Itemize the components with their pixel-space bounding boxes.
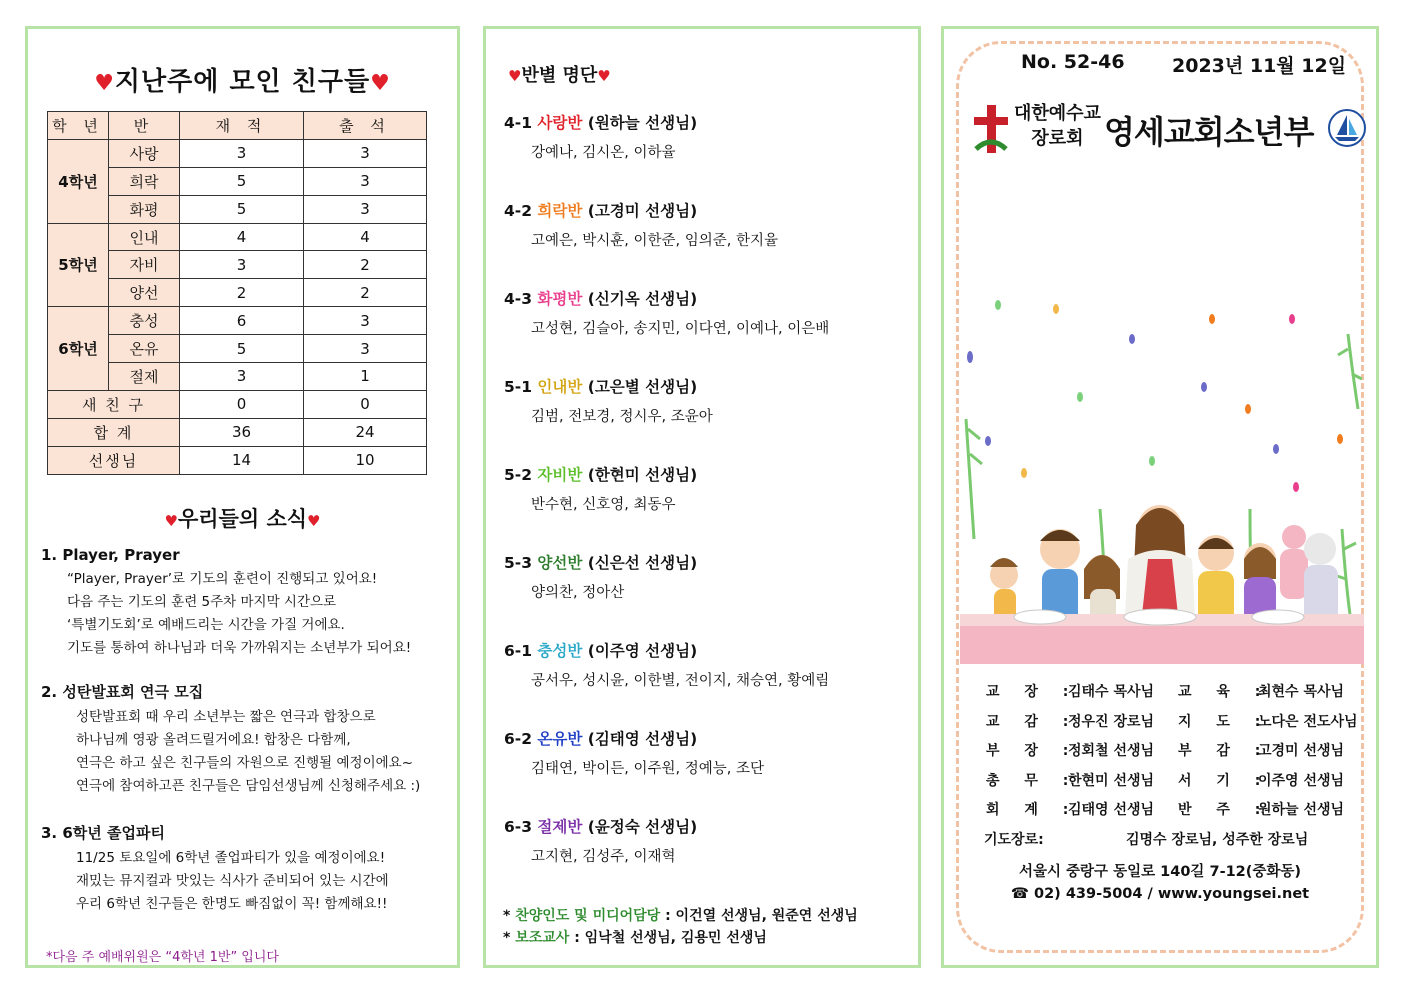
staff-row bbox=[986, 681, 1356, 711]
class-students: 김태연, 박이든, 이주원, 정예능, 조단 bbox=[531, 761, 764, 777]
helper-label: 찬양인도 및 미디어담당 bbox=[515, 908, 661, 924]
confetti bbox=[967, 279, 1343, 492]
news-line: 하나님께 영광 올려드릴거에요! 합창은 다함께, bbox=[76, 732, 351, 748]
attendance-cell: 2 bbox=[304, 251, 427, 279]
staff-row bbox=[986, 770, 1356, 800]
news-item bbox=[41, 546, 451, 660]
helper-row: * 찬양인도 및 미디어담당 : 이건열 선생님, 원준연 선생님 bbox=[503, 908, 858, 924]
staff-row bbox=[986, 799, 1356, 829]
enrolled-cell: 5 bbox=[180, 335, 304, 363]
enrolled-cell: 2 bbox=[180, 279, 304, 307]
news-line: 성탄발표회 때 우리 소년부는 짧은 연극과 합창으로 bbox=[76, 709, 376, 725]
class-cell: 온유 bbox=[109, 335, 180, 363]
staff-name: 정회철 선생님 bbox=[1068, 743, 1155, 759]
attendance-cell: 3 bbox=[304, 307, 427, 335]
grade-cell: 5학년 bbox=[48, 223, 109, 307]
church-phone-web: ☎ 02) 439-5004 / www.youngsei.net bbox=[1010, 886, 1310, 902]
staff-name: 김명수 장로님, 성주한 장로님 bbox=[1126, 831, 1309, 848]
class-heading bbox=[504, 463, 904, 485]
class-name: 충성반 bbox=[537, 642, 583, 660]
summary-label: 선생님 bbox=[48, 446, 180, 474]
roster-title: ♥반별 명단♥ bbox=[508, 65, 611, 86]
news-heading: 2. 성탄발표회 연극 모집 bbox=[41, 683, 204, 701]
grade-cell: 6학년 bbox=[48, 307, 109, 391]
news-line: 연극에 참여하고픈 친구들은 담임선생님께 신청해주세요 :) bbox=[76, 778, 421, 794]
class-students: 고성현, 김슬아, 송지민, 이다연, 이예나, 이은배 bbox=[531, 321, 830, 337]
attendance-cell: 3 bbox=[304, 139, 427, 167]
class-number: 4-2 bbox=[504, 202, 533, 220]
class-cell: 충성 bbox=[109, 307, 180, 335]
class-block bbox=[504, 287, 904, 338]
church-logo-icon bbox=[1328, 109, 1366, 147]
class-cell: 희락 bbox=[109, 167, 180, 195]
class-number: 5-2 bbox=[504, 466, 533, 484]
church-address: 서울시 중랑구 동일로 140길 7-12(중화동) bbox=[1018, 864, 1302, 880]
class-teacher: (고경미 선생님) bbox=[587, 202, 698, 220]
heart-icon: ♥ bbox=[164, 512, 178, 530]
class-teacher: (김태영 선생님) bbox=[587, 730, 698, 748]
enrolled-cell: 6 bbox=[180, 307, 304, 335]
class-number: 6-2 bbox=[504, 730, 533, 748]
class-heading bbox=[504, 111, 904, 133]
class-name: 인내반 bbox=[537, 378, 583, 396]
news-line: 기도를 통하여 하나님과 더욱 가까워지는 소년부가 되어요! bbox=[67, 640, 412, 656]
class-name: 자비반 bbox=[537, 466, 583, 484]
helper-row: * 보조교사 : 임낙철 선생님, 김용민 선생님 bbox=[503, 930, 767, 946]
church-contact bbox=[944, 861, 1376, 905]
class-number: 6-3 bbox=[504, 818, 533, 836]
staff-role: 서 기 : bbox=[1178, 772, 1271, 789]
news-line: 우리 6학년 친구들은 한명도 빠짐없이 꼭! 함께해요!! bbox=[76, 896, 388, 912]
class-heading bbox=[504, 375, 904, 397]
class-name: 화평반 bbox=[537, 290, 583, 308]
class-teacher: (신은선 선생님) bbox=[587, 554, 698, 572]
heart-icon: ♥ bbox=[597, 67, 611, 85]
news-item bbox=[41, 822, 451, 916]
summary-row bbox=[48, 446, 427, 474]
class-name: 희락반 bbox=[537, 202, 583, 220]
summary-label: 합 계 bbox=[48, 418, 180, 446]
class-students: 고예은, 박시훈, 이한준, 임의준, 한지율 bbox=[531, 233, 778, 249]
staff-name: 김태영 선생님 bbox=[1068, 802, 1155, 818]
heart-icon: ♥ bbox=[94, 71, 115, 96]
news-heading: 1. Player, Prayer bbox=[41, 546, 180, 564]
attendance-cell: 3 bbox=[304, 195, 427, 223]
header-attendance: 출 석 bbox=[304, 112, 427, 140]
prayer-elders-row bbox=[986, 829, 1356, 859]
enrolled-cell: 36 bbox=[180, 418, 304, 446]
enrolled-cell: 0 bbox=[180, 390, 304, 418]
class-name: 양선반 bbox=[537, 554, 583, 572]
class-teacher: (신기옥 선생님) bbox=[587, 290, 698, 308]
staff-role: 총 무 : bbox=[986, 772, 1079, 789]
class-block bbox=[504, 375, 904, 426]
attendance-cell: 3 bbox=[304, 335, 427, 363]
class-heading bbox=[504, 727, 904, 749]
class-teacher: (원하늘 선생님) bbox=[587, 114, 698, 132]
enrolled-cell: 14 bbox=[180, 446, 304, 474]
news-line: 11/25 토요일에 6학년 졸업파티가 있을 예정이에요! bbox=[76, 850, 386, 866]
class-block bbox=[504, 463, 904, 514]
class-cell: 사랑 bbox=[109, 139, 180, 167]
staff-name: 한현미 선생님 bbox=[1068, 772, 1155, 789]
class-teacher: (윤정숙 선생님) bbox=[587, 818, 698, 836]
class-heading bbox=[504, 551, 904, 573]
class-students: 김범, 전보경, 정시우, 조윤아 bbox=[531, 409, 713, 425]
class-heading bbox=[504, 815, 904, 837]
attendance-panel bbox=[25, 26, 460, 968]
news-line: ‘특별기도회’로 예배드리는 시간을 가질 거에요. bbox=[67, 617, 345, 633]
header-grade: 학 년 bbox=[48, 112, 109, 140]
worship-committee-note: *다음 주 예배위원은 “4학년 1반” 입니다 bbox=[46, 950, 279, 965]
grade-cell: 4학년 bbox=[48, 139, 109, 223]
cover-panel bbox=[941, 26, 1379, 968]
staff-role: 교 육 : bbox=[1178, 684, 1271, 700]
class-students: 반수현, 신호영, 최동우 bbox=[531, 497, 676, 513]
class-block bbox=[504, 639, 904, 690]
class-block bbox=[504, 815, 904, 866]
staff-role: 회 계 : bbox=[986, 802, 1079, 818]
helper-names: : 임낙철 선생님, 김용민 선생님 bbox=[574, 930, 767, 946]
class-number: 4-1 bbox=[504, 114, 533, 132]
heart-icon: ♥ bbox=[370, 71, 391, 96]
class-number: 6-1 bbox=[504, 642, 533, 660]
table bbox=[960, 609, 1364, 664]
table-row bbox=[48, 223, 427, 251]
class-name: 절제반 bbox=[537, 818, 583, 836]
staff-name: 고경미 선생님 bbox=[1258, 743, 1345, 759]
enrolled-cell: 3 bbox=[180, 251, 304, 279]
heart-icon: ♥ bbox=[307, 512, 321, 530]
enrolled-cell: 3 bbox=[180, 363, 304, 391]
enrolled-cell: 5 bbox=[180, 167, 304, 195]
news-line: 재밌는 뮤지컬과 맛있는 식사가 준비되어 있는 시간에 bbox=[76, 873, 389, 889]
staff-role: 교 감 : bbox=[986, 713, 1079, 730]
church-name: 영세교회소년부 bbox=[1104, 113, 1314, 151]
class-number: 4-3 bbox=[504, 290, 533, 308]
class-students: 고지현, 김성주, 이재혁 bbox=[531, 849, 676, 865]
header-enrolled: 재 적 bbox=[180, 112, 304, 140]
helper-label: 보조교사 bbox=[515, 930, 570, 946]
staff-name: 원하늘 선생님 bbox=[1258, 802, 1345, 818]
class-block bbox=[504, 551, 904, 602]
enrolled-cell: 3 bbox=[180, 139, 304, 167]
helper-names: : 이건열 선생님, 원준연 선생님 bbox=[665, 908, 858, 924]
heart-icon: ♥ bbox=[508, 67, 522, 85]
staff-name: 정우진 장로님 bbox=[1068, 713, 1155, 730]
class-cell: 인내 bbox=[109, 223, 180, 251]
issue-date: 2023년 11월 12일 bbox=[1172, 55, 1347, 77]
class-number: 5-3 bbox=[504, 554, 533, 572]
helpers bbox=[503, 905, 858, 949]
class-name: 온유반 bbox=[537, 730, 583, 748]
attendance-cell: 3 bbox=[304, 167, 427, 195]
class-heading bbox=[504, 639, 904, 661]
attendance-table bbox=[47, 111, 427, 475]
class-heading bbox=[504, 199, 904, 221]
denomination: 대한예수교 장로회 bbox=[1014, 103, 1101, 149]
class-block bbox=[504, 111, 904, 162]
table-row bbox=[48, 139, 427, 167]
enrolled-cell: 4 bbox=[180, 223, 304, 251]
header-class: 반 bbox=[109, 112, 180, 140]
class-block bbox=[504, 199, 904, 250]
class-cell: 양선 bbox=[109, 279, 180, 307]
issue-number: No. 52-46 bbox=[1021, 51, 1125, 73]
class-cell: 절제 bbox=[109, 363, 180, 391]
news-item bbox=[41, 681, 451, 798]
attendance-cell: 1 bbox=[304, 363, 427, 391]
cross-icon bbox=[974, 105, 1008, 153]
attendance-cell: 24 bbox=[304, 418, 427, 446]
staff-role: 부 감 : bbox=[1178, 743, 1271, 759]
class-cell: 화평 bbox=[109, 195, 180, 223]
news-line: 연극은 하고 싶은 친구들의 자원으로 진행될 예정이에요~ bbox=[76, 755, 414, 771]
news-heading: 3. 6학년 졸업파티 bbox=[41, 824, 165, 842]
last-supper-illustration bbox=[960, 279, 1364, 664]
attendance-title: ♥지난주에 모인 친구들♥ bbox=[94, 67, 391, 97]
table-row bbox=[48, 307, 427, 335]
summary-row bbox=[48, 418, 427, 446]
staff-role: 반 주 : bbox=[1178, 802, 1271, 818]
staff-row bbox=[986, 740, 1356, 770]
class-heading bbox=[504, 287, 904, 309]
attendance-cell: 2 bbox=[304, 279, 427, 307]
summary-label: 새 친 구 bbox=[48, 390, 180, 418]
news-line: “Player, Prayer’로 기도의 훈련이 진행되고 있어요! bbox=[67, 571, 378, 587]
staff-name: 노다은 전도사님 bbox=[1258, 713, 1358, 730]
class-teacher: (고은별 선생님) bbox=[587, 378, 698, 396]
summary-row bbox=[48, 390, 427, 418]
attendance-cell: 4 bbox=[304, 223, 427, 251]
class-students: 강예나, 김시온, 이하율 bbox=[531, 145, 676, 161]
news-title: ♥우리들의 소식♥ bbox=[164, 507, 321, 531]
class-students: 공서우, 성시윤, 이한별, 전이지, 채승연, 황예림 bbox=[531, 673, 830, 689]
class-name: 사랑반 bbox=[537, 114, 583, 132]
class-cell: 자비 bbox=[109, 251, 180, 279]
staff-role: 기도장로: bbox=[984, 831, 1044, 848]
class-teacher: (한현미 선생님) bbox=[587, 466, 698, 484]
class-teacher: (이주영 선생님) bbox=[587, 642, 698, 660]
attendance-cell: 0 bbox=[304, 390, 427, 418]
staff-name: 김태수 목사님 bbox=[1068, 684, 1155, 700]
staff-list bbox=[986, 681, 1356, 858]
staff-role: 지 도 : bbox=[1178, 713, 1271, 730]
staff-role: 교 장 : bbox=[986, 684, 1079, 700]
staff-name: 이주영 선생님 bbox=[1258, 772, 1345, 789]
class-number: 5-1 bbox=[504, 378, 533, 396]
class-roster-panel bbox=[483, 26, 921, 968]
class-students: 양의찬, 정아산 bbox=[531, 585, 625, 601]
enrolled-cell: 5 bbox=[180, 195, 304, 223]
staff-name: 최현수 목사님 bbox=[1258, 684, 1345, 700]
attendance-cell: 10 bbox=[304, 446, 427, 474]
staff-row bbox=[986, 711, 1356, 741]
class-block bbox=[504, 727, 904, 778]
news-line: 다음 주는 기도의 훈련 5주차 마지막 시간으로 bbox=[67, 594, 337, 610]
staff-role: 부 장 : bbox=[986, 743, 1079, 759]
